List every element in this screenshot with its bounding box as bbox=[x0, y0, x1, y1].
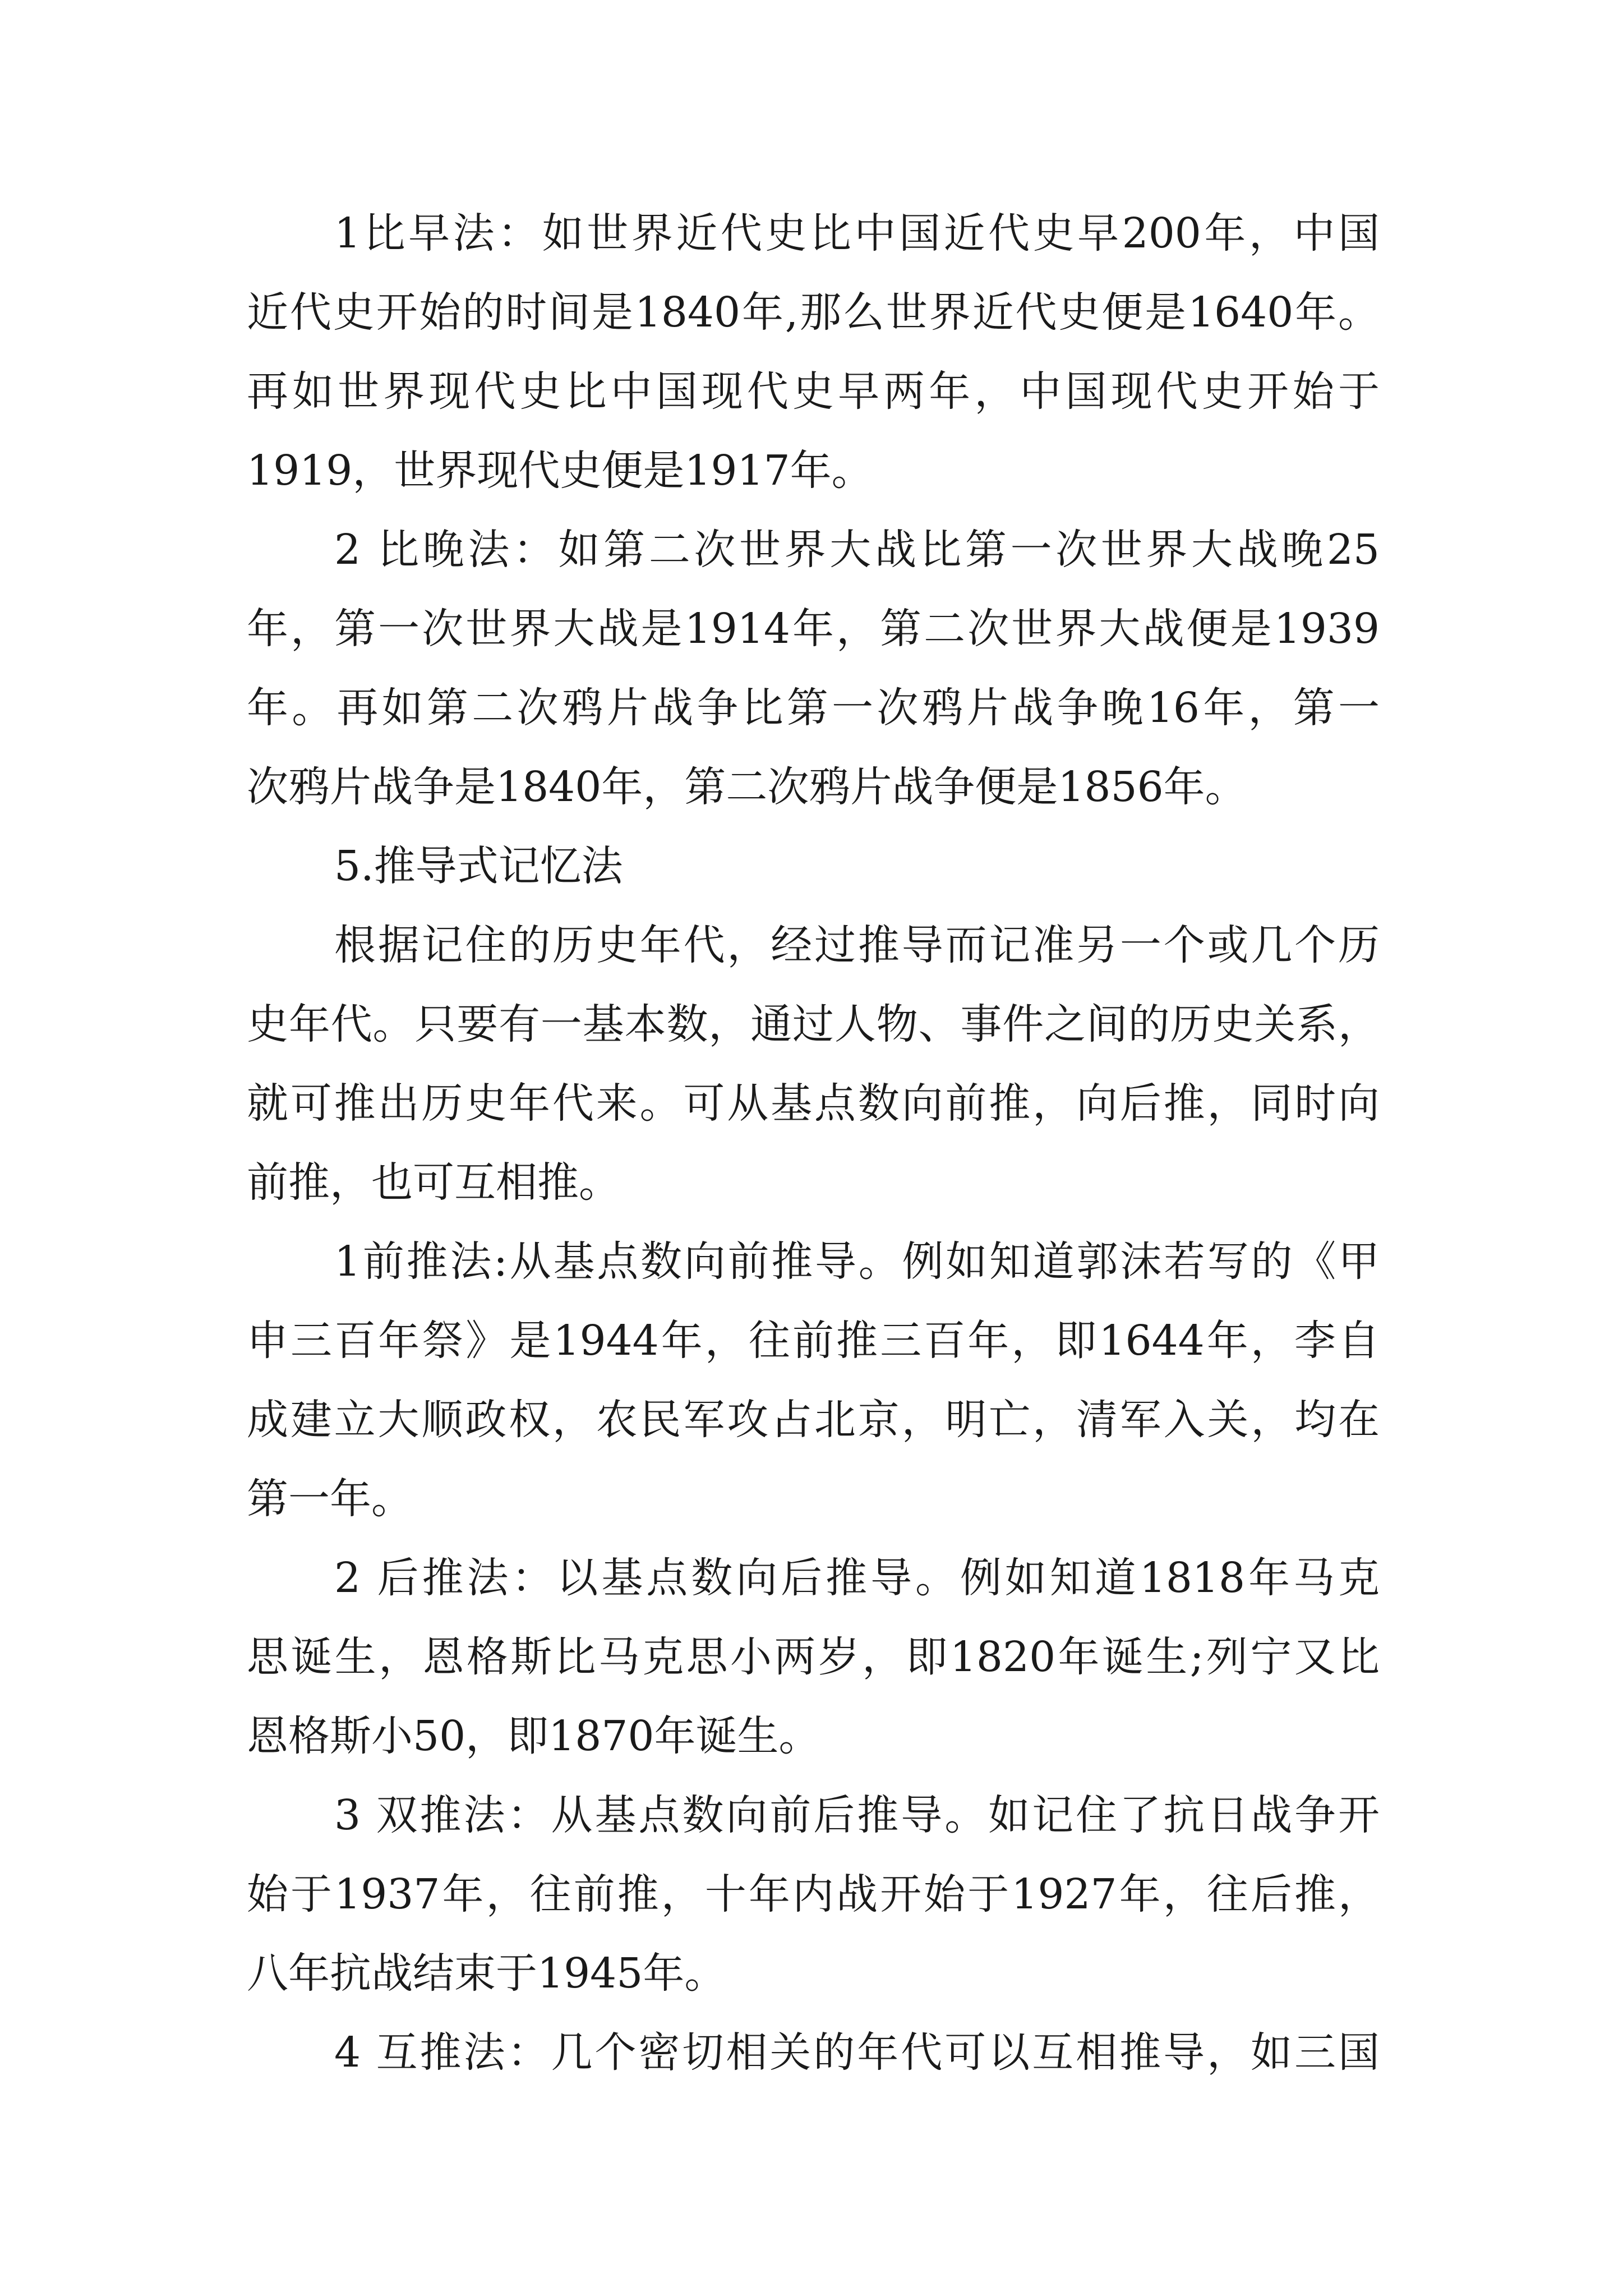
text-line: 年。再如第二次鸦片战争比第一次鸦片战争晚16年，第一 bbox=[247, 684, 1380, 732]
text-line: 2 后推法：以基点数向后推导。例如知道1818年马克 bbox=[334, 1554, 1380, 1602]
text-line: 2 比晚法：如第二次世界大战比第一次世界大战晚25 bbox=[334, 526, 1380, 574]
text-line: 就可推出历史年代来。可从基点数向前推，向后推，同时向 bbox=[247, 1079, 1380, 1128]
text-line: 4 互推法：几个密切相关的年代可以互相推导，如三国 bbox=[334, 2028, 1380, 2077]
text-line: 史年代。只要有一基本数，通过人物、事件之间的历史关系， bbox=[247, 1000, 1380, 1048]
text-line: 思诞生，恩格斯比马克思小两岁，即1820年诞生;列宁又比 bbox=[247, 1633, 1380, 1681]
text-line: 申三百年祭》是1944年，往前推三百年，即1644年，李自 bbox=[247, 1317, 1380, 1365]
text-line: 年，第一次世界大战是1914年，第二次世界大战便是1939 bbox=[247, 605, 1380, 653]
text-line: 根据记住的历史年代，经过推导而记准另一个或几个历 bbox=[334, 921, 1380, 969]
text-line: 再如世界现代史比中国现代史早两年，中国现代史开始于 bbox=[247, 367, 1380, 416]
text-line: 前推，也可互相推。 bbox=[247, 1158, 620, 1207]
text-line: 3 双推法：从基点数向前后推导。如记住了抗日战争开 bbox=[334, 1791, 1380, 1839]
text-line: 1919，世界现代史便是1917年。 bbox=[247, 447, 873, 495]
text-line: 次鸦片战争是1840年，第二次鸦片战争便是1856年。 bbox=[247, 763, 1247, 811]
text-line: 第一年。 bbox=[247, 1475, 413, 1523]
text-line: 恩格斯小50，即1870年诞生。 bbox=[247, 1712, 820, 1760]
text-line: 八年抗战结束于1945年。 bbox=[247, 1949, 726, 1998]
text-line: 成建立大顺政权，农民军攻占北京，明亡，清军入关，均在 bbox=[247, 1396, 1380, 1444]
text-line: 1比早法：如世界近代史比中国近代史早200年，中国 bbox=[334, 209, 1380, 257]
section-heading: 5.推导式记忆法 bbox=[334, 842, 623, 890]
text-line: 1前推法:从基点数向前推导。例如知道郭沫若写的《甲 bbox=[334, 1237, 1380, 1286]
text-line: 近代史开始的时间是1840年,那么世界近代史便是1640年。 bbox=[247, 288, 1380, 337]
text-line: 始于1937年，往前推，十年内战开始于1927年，往后推， bbox=[247, 1870, 1380, 1918]
